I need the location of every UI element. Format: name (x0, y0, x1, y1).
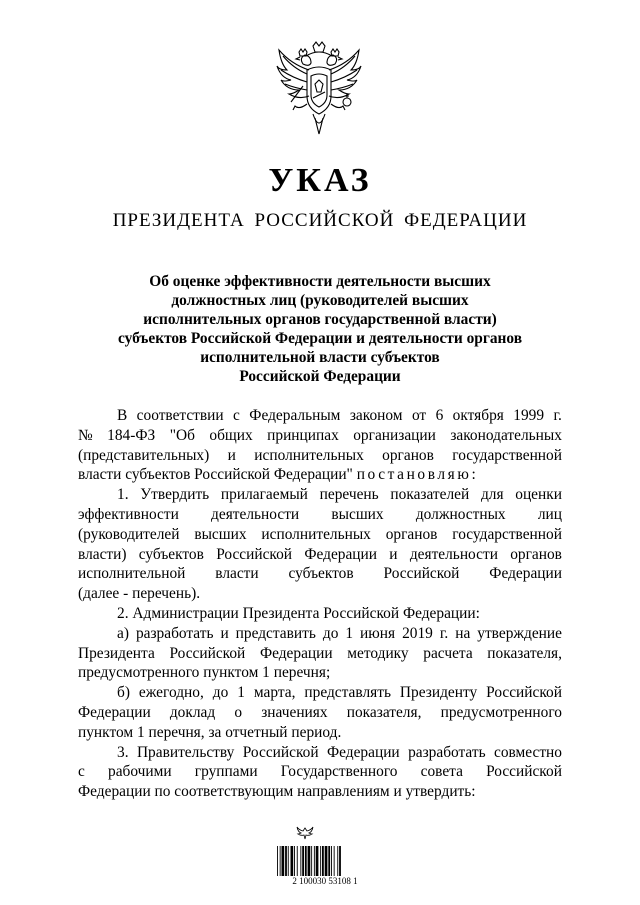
word: и (389, 545, 398, 563)
barcode-bar (302, 846, 304, 876)
barcode-bar (320, 846, 321, 876)
word: лиц (537, 505, 562, 523)
word: методику (347, 644, 409, 662)
paragraph-line (78, 584, 562, 604)
barcode-bar (285, 846, 287, 876)
paragraph-line (78, 782, 562, 802)
line-text: пунктом 1 перечня, за отчетный период. (78, 723, 342, 741)
word: органов (385, 525, 438, 543)
title-line: Российской Федерации (239, 368, 401, 385)
word: Российской (169, 644, 246, 662)
word: должностных (415, 505, 506, 523)
title-line: Об оценке эффективности деятельности высших (149, 273, 491, 290)
word: Российской (242, 743, 319, 761)
title-line: исполнительных органов государственной власти) (143, 311, 497, 328)
word: Государственного (280, 763, 398, 781)
barcode-bar (311, 846, 312, 876)
word: разработать (408, 743, 486, 761)
barcode-bar (300, 846, 301, 876)
word: совета (420, 763, 463, 781)
title-line: должностных лиц (руководителей высших (171, 292, 469, 309)
word: для (480, 486, 504, 504)
decree-heading: УКАЗ (268, 162, 372, 199)
word: В (117, 407, 128, 424)
barcode-bar (339, 846, 341, 876)
word: значениях (261, 703, 328, 721)
word: до (322, 624, 339, 642)
word: государственной (452, 446, 562, 464)
word: власти) (78, 545, 127, 563)
word: оценки (515, 486, 562, 504)
barcode-number: 2 100030 53108 1 (292, 876, 358, 886)
paragraph-line (78, 644, 562, 664)
word: на (455, 624, 471, 642)
barcode-bar (288, 846, 289, 876)
word: деятельности (409, 545, 498, 563)
russian-coat-of-arms-icon (273, 40, 365, 140)
decree-body (78, 406, 562, 802)
word: г. (553, 407, 562, 424)
line-text: предусмотренного пунктом 1 перечня; (78, 664, 331, 682)
word: № (78, 426, 93, 444)
word: (представительных) (78, 446, 210, 464)
word: соответствии (136, 407, 224, 424)
word: доклад (169, 703, 216, 721)
barcode-bar (280, 846, 281, 876)
word: эффективности (78, 505, 179, 523)
word: предусмотренного (440, 703, 562, 721)
word: органов (510, 545, 562, 563)
barcode-bar (316, 846, 319, 876)
word: государственной (452, 525, 562, 543)
word: 1999 (513, 407, 545, 424)
word: 1 (345, 624, 354, 642)
word: показателей (390, 486, 470, 504)
barcode-bar (325, 846, 328, 876)
paragraph-line (78, 505, 562, 525)
word: исполнительных (254, 446, 364, 464)
barcode-bar (314, 846, 315, 876)
paragraph-line (78, 624, 562, 644)
word: Утвердить (140, 486, 210, 504)
barcode-bar (294, 846, 295, 876)
word: представить (235, 624, 316, 642)
barcode-bar (328, 846, 330, 876)
word: с (233, 407, 240, 424)
word: показателя, (346, 703, 422, 721)
barcode-block (276, 826, 366, 886)
word: марта, (253, 684, 296, 702)
word: а) (117, 624, 129, 642)
barcode-icon (276, 846, 364, 876)
word: Федерации (78, 703, 151, 721)
word: деятельности (211, 505, 300, 523)
word: принципах (267, 426, 339, 444)
word: Российской (486, 684, 562, 702)
paragraph-line (78, 465, 562, 485)
word: с (78, 763, 85, 781)
word: Правительству (136, 743, 235, 761)
word: расчета (423, 644, 473, 662)
word: власти (215, 565, 259, 583)
word: рабочими (108, 763, 172, 781)
paragraph-line (78, 545, 562, 565)
word: законодательных (450, 426, 562, 444)
word: Российской (216, 545, 293, 563)
decree-operative-word: постановляю: (356, 466, 479, 484)
word: 3. (117, 743, 129, 761)
word: высших (194, 525, 247, 543)
word: Федеральным (249, 407, 341, 424)
word: Федерации (326, 743, 400, 761)
barcode-bar (291, 846, 294, 876)
paragraph-line (78, 604, 562, 624)
word: о (234, 703, 243, 721)
barcode-bar (282, 846, 285, 876)
paragraph-line (78, 723, 562, 743)
word: перечень (319, 486, 379, 504)
word: ежегодно, (138, 684, 204, 702)
barcode-bar (277, 846, 278, 876)
barcode-bar (334, 846, 335, 876)
preamble-text: власти субъектов Российской Федерации" (78, 466, 357, 484)
paragraph-line (78, 663, 562, 683)
paragraph-line (78, 683, 562, 703)
title-line: субъектов Российской Федерации и деятельности органов (117, 330, 523, 347)
paragraph-line (78, 485, 562, 505)
barcode-bar (297, 846, 298, 876)
word: Федерации (304, 545, 378, 563)
word: б) (117, 684, 130, 702)
word: Федерации (489, 565, 562, 583)
paragraph-line (78, 564, 562, 584)
paragraph-line (78, 762, 562, 782)
word: совместно (494, 743, 562, 761)
paragraph-line (78, 703, 562, 723)
word: группами (194, 763, 258, 781)
word: до (212, 684, 229, 702)
word: исполнительных (261, 525, 371, 543)
word: исполнительной (78, 565, 186, 583)
word: г. (439, 624, 449, 642)
barcode-bar (322, 846, 324, 876)
word: и (227, 446, 236, 464)
word: и (220, 624, 229, 642)
line-text: 2. Администрации Президента Российской Федерации: (117, 604, 480, 622)
word: законом (349, 407, 403, 424)
word: показателя, (487, 644, 562, 662)
word: субъектов (138, 545, 204, 563)
word: Российской (383, 565, 460, 583)
decree-title (0, 272, 640, 386)
barcode-bar (305, 846, 307, 876)
line-text: Федерации по соответствующим направлениям и утвердить: (78, 783, 476, 801)
word: Российской (486, 763, 562, 781)
word: утверждение (477, 624, 562, 642)
word: органов (382, 446, 434, 464)
word: "Об (169, 426, 195, 444)
word: субъектов (288, 565, 354, 583)
word: общих (209, 426, 253, 444)
word: июня (360, 624, 396, 642)
paragraph-line (78, 525, 562, 545)
word: прилагаемый (220, 486, 308, 504)
word: Президента (78, 644, 155, 662)
paragraph-line (78, 446, 562, 466)
word: Федерации (259, 644, 333, 662)
word: Президенту (399, 684, 478, 702)
word: разработать (135, 624, 214, 642)
word: от (411, 407, 427, 424)
word: 1. (117, 486, 129, 504)
word: (руководителей (78, 525, 180, 543)
word: 6 (435, 407, 444, 424)
word: 184-ФЗ (107, 426, 156, 444)
word: представлять (304, 684, 391, 702)
word: 2019 (402, 624, 433, 642)
issuer-heading: ПРЕЗИДЕНТА РОССИЙСКОЙ ФЕДЕРАЦИИ (112, 210, 528, 231)
line-text: (далее - перечень). (78, 585, 201, 603)
word: организации (353, 426, 436, 444)
title-line: исполнительной власти субъектов (200, 349, 440, 366)
barcode-bar (331, 846, 332, 876)
paragraph-line (78, 406, 562, 426)
word: высших (331, 505, 384, 523)
barcode-bar (337, 846, 338, 876)
word: октября (452, 407, 504, 424)
barcode-bar (308, 846, 311, 876)
paragraph-line (78, 426, 562, 446)
word: 1 (237, 684, 245, 702)
paragraph-line (78, 743, 562, 763)
